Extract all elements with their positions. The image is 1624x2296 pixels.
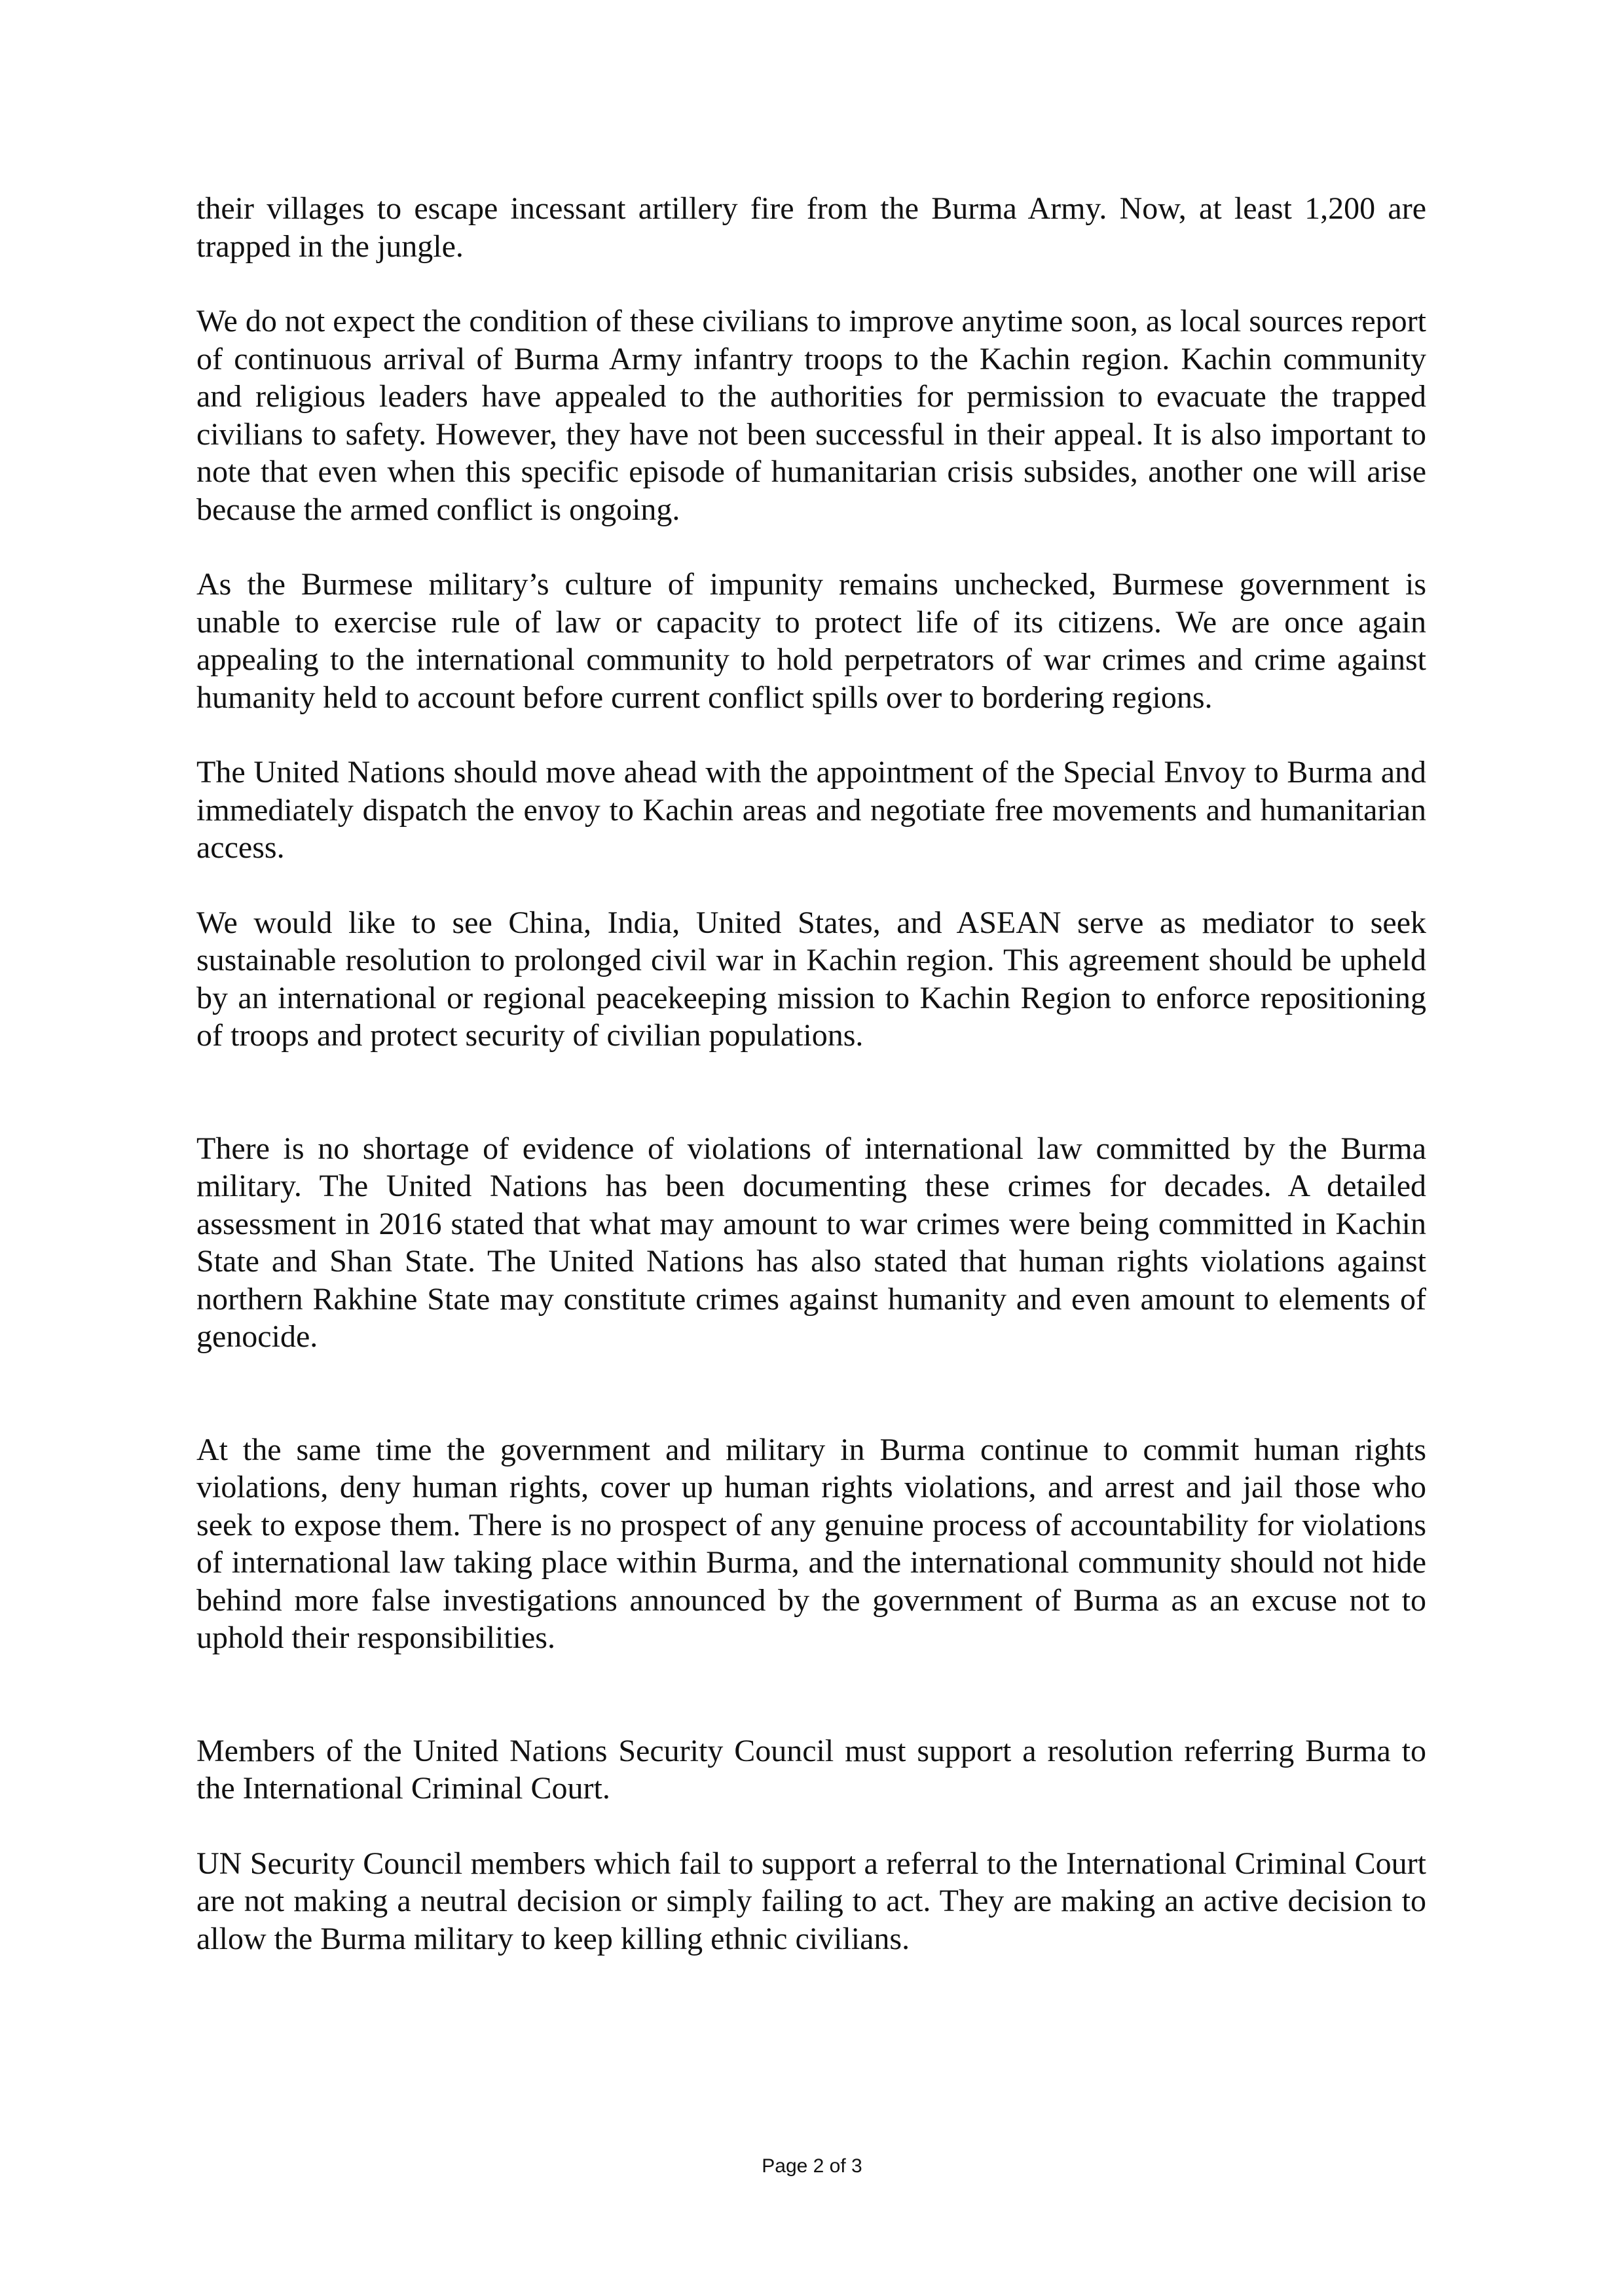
document-body (196, 190, 1426, 1958)
paragraph-security-council: Members of the United Nations Security Council must support a resolution referring Burma to the International Criminal Court. (196, 1733, 1426, 1806)
paragraph-accountability: At the same time the government and military in Burma continue to commit human rights violations, deny human rights, cover up human rights violations, and arrest and jail those who seek to expose them. There is no prospect of any genuine process of accountability for violations of international law taking place within Burma, and the international community should not hide behind more false investigations announced by the government of Burma as an excuse not to uphold their responsibilities. (196, 1432, 1426, 1655)
paragraph-impunity: As the Burmese military’s culture of impunity remains unchecked, Burmese government is unable to exercise rule of law or capacity to protect life of its citizens. We are once again appealing to the international community to hold perpetrators of war crimes and crime against humanity held to account before current conflict spills over to bordering regions. (196, 567, 1426, 715)
paragraph-special-envoy: The United Nations should move ahead with the appointment of the Special Envoy to Burma and immediately dispatch the envoy to Kachin areas and negotiate free movements and humanitarian access. (196, 755, 1426, 865)
paragraph-trapped-civilians: their villages to escape incessant artillery fire from the Burma Army. Now, at least 1,200 are trapped in the jungle. (196, 191, 1426, 264)
paragraph-evidence: There is no shortage of evidence of violations of international law committed by the Burma military. The United Nations has been documenting these crimes for decades. A detailed assessment in 2016 stated that what may amount to war crimes were being committed in Kachin State and Shan State. The United Nations has also stated that human rights violations against northern Rakhine State may constitute crimes against humanity and even amount to elements of genocide. (196, 1131, 1426, 1354)
paragraph-condition-outlook: We do not expect the condition of these civilians to improve anytime soon, as local sources report of continuous arrival of Burma Army infantry troops to the Kachin region. Kachin community and religious leaders have appealed to the authorities for permission to evacuate the trapped civilians to safety. However, they have not been successful in their appeal. It is also important to note that even when this specific episode of humanitarian crisis subsides, another one will arise because the armed conflict is ongoing. (196, 304, 1426, 527)
paragraph-referral: UN Security Council members which fail to support a referral to the International Criminal Court are not making a neutral decision or simply failing to act. They are making an active decision to allow the Burma military to keep killing ethnic civilians. (196, 1846, 1426, 1956)
page-number-footer: Page 2 of 3 (762, 2155, 862, 2177)
paragraph-mediators: We would like to see China, India, United States, and ASEAN serve as mediator to seek sustainable resolution to prolonged civil war in Kachin region. This agreement should be upheld by an international or regional peacekeeping mission to Kachin Region to enforce repositioning of troops and protect security of civilian populations. (196, 905, 1426, 1053)
